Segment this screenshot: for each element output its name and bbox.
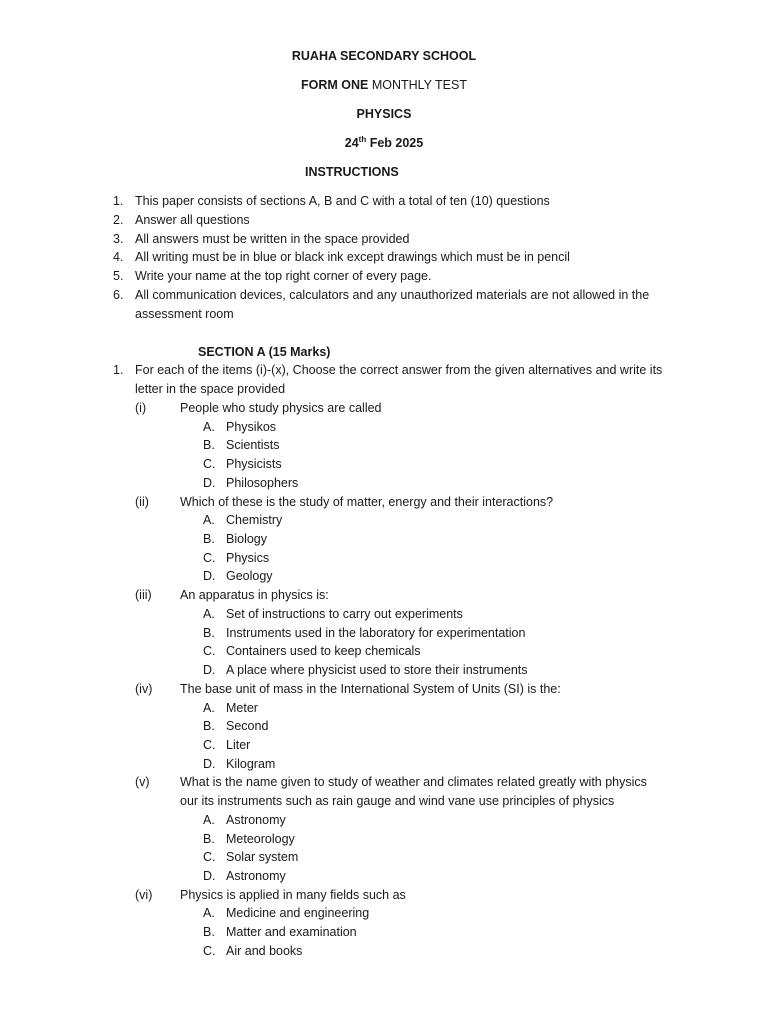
item-question: What is the name given to study of weather and climates related greatly with physics — [180, 775, 647, 789]
option-letter: C. — [203, 944, 216, 958]
option-letter: A. — [203, 513, 215, 527]
test-title-rest: MONTHLY TEST — [368, 78, 467, 92]
item-question: An apparatus in physics is: — [180, 588, 329, 602]
option-text: Physicists — [226, 457, 282, 471]
option-letter: B. — [203, 719, 215, 733]
option-text: Geology — [226, 569, 273, 583]
item-number: (i) — [135, 401, 147, 415]
option-letter: D. — [203, 476, 216, 490]
option-letter: A. — [203, 813, 215, 827]
option-text: Containers used to keep chemicals — [226, 644, 421, 658]
instruction-text: Answer all questions — [135, 213, 250, 227]
option-letter: B. — [203, 438, 215, 452]
instruction-number: 5. — [113, 269, 124, 283]
option-letter: D. — [203, 663, 216, 677]
option-letter: A. — [203, 607, 215, 621]
date-suffix: th — [358, 134, 367, 144]
option-text: Astronomy — [226, 813, 286, 827]
instruction-text-continued: assessment room — [135, 307, 234, 321]
question-number: 1. — [113, 363, 124, 377]
option-text: Meter — [226, 701, 258, 715]
instruction-text: All communication devices, calculators and any unauthorized materials are not allowed in the — [135, 288, 650, 302]
option-letter: C. — [203, 457, 216, 471]
option-text: Matter and examination — [226, 925, 357, 939]
item-number: (iii) — [135, 588, 152, 602]
option-letter: A. — [203, 420, 215, 434]
subject-title: PHYSICS — [356, 107, 412, 121]
instruction-number: 6. — [113, 288, 124, 302]
option-letter: A. — [203, 906, 215, 920]
item-number: (iv) — [135, 682, 153, 696]
item-question: People who study physics are called — [180, 401, 382, 415]
date-rest: Feb 2025 — [366, 136, 424, 150]
instruction-text: All writing must be in blue or black ink except drawings which must be in pencil — [135, 250, 570, 264]
date-day: 24 — [344, 136, 359, 150]
option-text: Kilogram — [226, 757, 276, 771]
option-text: Biology — [226, 532, 267, 546]
option-letter: B. — [203, 832, 215, 846]
question-text-continued: letter in the space provided — [135, 382, 286, 396]
instruction-number: 2. — [113, 213, 124, 227]
option-text: Liter — [226, 738, 251, 752]
option-letter: B. — [203, 925, 215, 939]
section-a-heading: SECTION A (15 Marks) — [198, 345, 331, 359]
question-text: For each of the items (i)-(x), Choose the correct answer from the given alternatives and write its — [135, 363, 663, 377]
option-text: Scientists — [226, 438, 280, 452]
option-letter: B. — [203, 532, 215, 546]
option-letter: C. — [203, 738, 216, 752]
option-text: Meteorology — [226, 832, 295, 846]
option-text: Air and books — [226, 944, 303, 958]
option-letter: C. — [203, 644, 216, 658]
instruction-text: This paper consists of sections A, B and C with a total of ten (10) questions — [135, 194, 550, 208]
option-text: Instruments used in the laboratory for experimentation — [226, 626, 526, 640]
option-text: Chemistry — [226, 513, 283, 527]
school-name: RUAHA SECONDARY SCHOOL — [291, 49, 477, 63]
instruction-text: All answers must be written in the space provided — [135, 232, 410, 246]
instruction-text: Write your name at the top right corner of every page. — [135, 269, 432, 283]
option-letter: D. — [203, 869, 216, 883]
test-title — [0, 77, 768, 93]
option-text: Second — [226, 719, 269, 733]
instructions-heading: INSTRUCTIONS — [305, 165, 399, 179]
instruction-number: 4. — [113, 250, 124, 264]
item-question: The base unit of mass in the International System of Units (SI) is the: — [180, 682, 561, 696]
option-letter: B. — [203, 626, 215, 640]
instruction-number: 1. — [113, 194, 124, 208]
option-letter: D. — [203, 757, 216, 771]
option-text: Solar system — [226, 850, 299, 864]
item-question: Physics is applied in many fields such as — [180, 888, 406, 902]
test-title-bold: FORM ONE — [301, 78, 369, 92]
option-letter: C. — [203, 850, 216, 864]
option-text: Astronomy — [226, 869, 286, 883]
option-letter: C. — [203, 551, 216, 565]
option-text: A place where physicist used to store their instruments — [226, 663, 528, 677]
option-text: Physikos — [226, 420, 277, 434]
item-number: (ii) — [135, 495, 149, 509]
option-text: Medicine and engineering — [226, 906, 370, 920]
option-text: Philosophers — [226, 476, 299, 490]
option-letter: A. — [203, 701, 215, 715]
option-text: Physics — [226, 551, 270, 565]
item-number: (v) — [135, 775, 150, 789]
instruction-number: 3. — [113, 232, 124, 246]
exam-date — [0, 135, 768, 151]
item-number: (vi) — [135, 888, 153, 902]
option-letter: D. — [203, 569, 216, 583]
option-text: Set of instructions to carry out experiments — [226, 607, 463, 621]
item-question: Which of these is the study of matter, energy and their interactions? — [180, 495, 554, 509]
item-question: our its instruments such as rain gauge and wind vane use principles of physics — [180, 794, 615, 808]
